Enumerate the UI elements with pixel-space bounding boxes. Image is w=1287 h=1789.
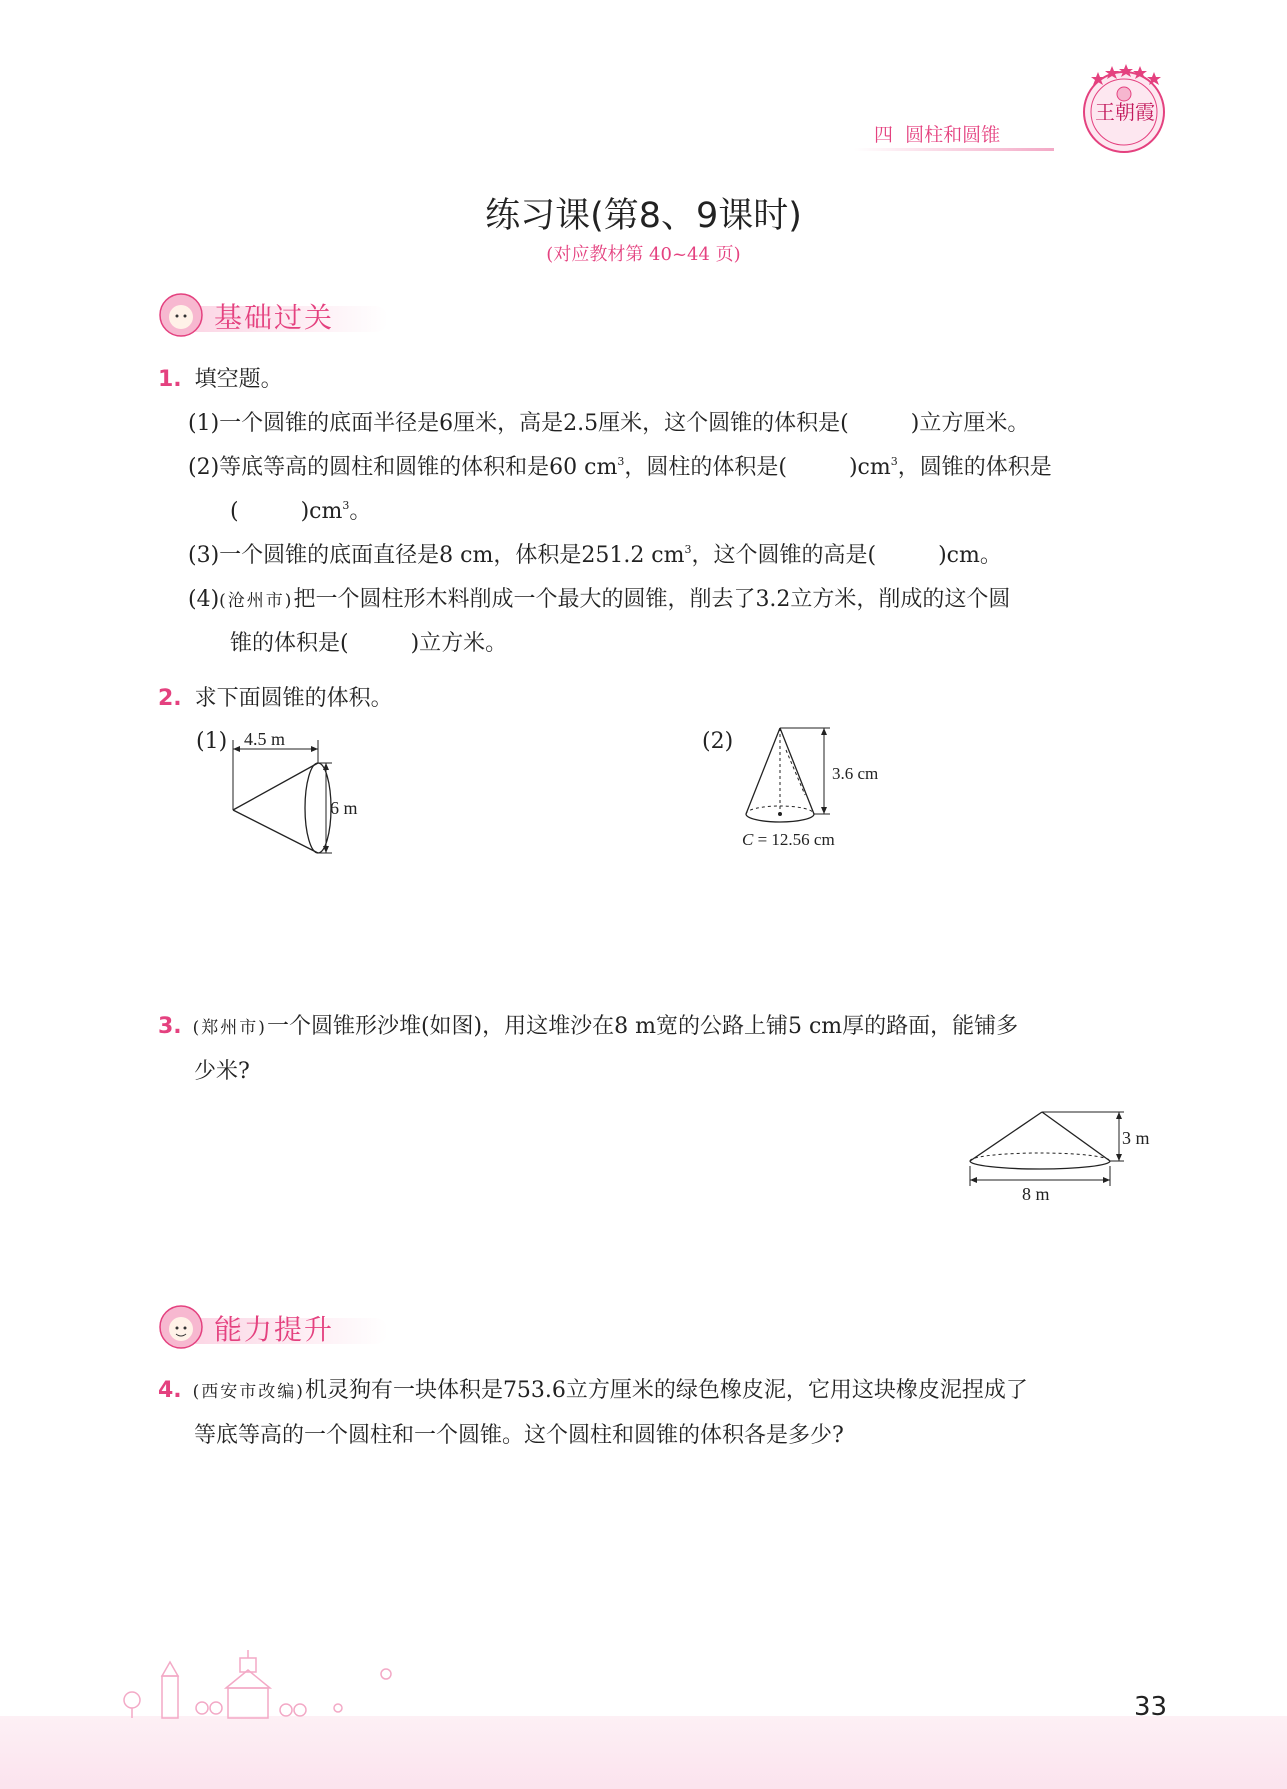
q2-stem-text: 求下面圆锥的体积。 bbox=[194, 686, 393, 711]
chapter-label: 四 圆柱和圆锥 bbox=[874, 124, 1001, 146]
q2-cone2-figure bbox=[740, 720, 840, 825]
q4-text1: 机灵狗有一块体积是753.6立方厘米的绿色橡皮泥，它用这块橡皮泥捏成了 bbox=[304, 1378, 1028, 1403]
q1-part2-f: )cm bbox=[300, 499, 343, 524]
q3-text1: 一个圆锥形沙堆(如图)，用这堆沙在8 m宽的公路上铺5 cm厚的路面，能铺多 bbox=[266, 1014, 1019, 1039]
q3-number: 3. bbox=[158, 1014, 182, 1039]
section-advanced bbox=[158, 1304, 388, 1352]
q1-part3 bbox=[188, 541, 1002, 571]
circumference-value: = 12.56 cm bbox=[757, 830, 835, 849]
q3-line2: 少米? bbox=[194, 1059, 250, 1084]
q1-part2-g: 。 bbox=[349, 499, 372, 524]
q1-part4-c: 锥的体积是( bbox=[230, 631, 349, 656]
q1-part3-b: ，这个圆锥的高是( bbox=[691, 543, 877, 568]
section-basic bbox=[158, 292, 388, 340]
q1-part1-b: )立方厘米。 bbox=[910, 411, 1030, 436]
section-advanced-title: 能力提升 bbox=[214, 1313, 335, 1346]
q2-cone2-height-label: 3.6 cm bbox=[832, 764, 879, 783]
section-basic-title: 基础过关 bbox=[214, 301, 335, 334]
q3-diam-label: 8 m bbox=[1022, 1184, 1050, 1204]
q1-stem-text: 填空题。 bbox=[194, 367, 283, 392]
logo-text: 王朝霞 bbox=[1095, 100, 1155, 124]
q1-part1 bbox=[188, 409, 1029, 439]
q2-cone2-circumference bbox=[742, 830, 835, 850]
q4-city: (西安市改编) bbox=[192, 1382, 305, 1402]
q2-part1-label: (1) bbox=[196, 729, 228, 754]
q1-part2-e: ( bbox=[230, 499, 239, 524]
q1-part4 bbox=[188, 585, 1010, 616]
q1-part2 bbox=[188, 453, 1052, 483]
page-subtitle: (对应教材第 40~44 页) bbox=[546, 244, 741, 265]
q4-line2: 等底等高的一个圆柱和一个圆锥。这个圆柱和圆锥的体积各是多少? bbox=[194, 1423, 844, 1448]
q3-city: (郑州市) bbox=[192, 1018, 267, 1038]
sup-3: 3 bbox=[617, 455, 625, 468]
q2-stem bbox=[158, 684, 393, 714]
q2-cone1-height-label: 4.5 m bbox=[244, 729, 286, 749]
footer-town-decoration bbox=[118, 1648, 418, 1720]
q1-part2-b: ，圆柱的体积是( bbox=[624, 455, 787, 480]
q1-part4-d: )立方米。 bbox=[410, 631, 508, 656]
sup-3: 3 bbox=[890, 455, 898, 468]
page-number: 33 bbox=[1134, 1692, 1168, 1722]
girl-icon bbox=[158, 292, 204, 338]
q1-part4-cont bbox=[230, 629, 507, 659]
q1-part3-c: )cm。 bbox=[938, 543, 1002, 568]
circumference-symbol: C bbox=[742, 830, 754, 849]
q1-part4-b: 把一个圆柱形木料削成一个最大的圆锥，削去了3.2立方米，削成的这个圆 bbox=[293, 587, 1011, 612]
q1-stem bbox=[158, 365, 283, 395]
q2-part2-label: (2) bbox=[702, 729, 734, 754]
q1-part2-d: ，圆锥的体积是 bbox=[897, 455, 1052, 480]
q3-height-label: 3 m bbox=[1122, 1128, 1150, 1148]
sup-3: 3 bbox=[684, 543, 692, 556]
q1-part2-a: (2)等底等高的圆柱和圆锥的体积和是60 cm bbox=[188, 455, 618, 480]
q4-line1 bbox=[158, 1376, 1158, 1407]
q1-part2-cont bbox=[230, 497, 371, 527]
q1-part4-a: (4) bbox=[188, 587, 220, 612]
chapter-underline bbox=[854, 148, 1054, 151]
q2-cone1-diam-label: 6 m bbox=[330, 798, 358, 818]
footer-band bbox=[0, 1716, 1287, 1789]
q3-line1 bbox=[158, 1012, 1158, 1043]
q1-part4-city: (沧州市) bbox=[219, 591, 294, 611]
sup-3: 3 bbox=[342, 499, 350, 512]
q1-part1-a: (1)一个圆锥的底面半径是6厘米，高是2.5厘米，这个圆锥的体积是( bbox=[188, 411, 849, 436]
q3-sandpile-figure bbox=[962, 1106, 1142, 1202]
q4 bbox=[158, 1376, 1158, 1451]
q1-number: 1. bbox=[158, 367, 182, 392]
q4-number: 4. bbox=[158, 1378, 182, 1403]
q2-number: 2. bbox=[158, 686, 182, 711]
q1-part2-c: )cm bbox=[848, 455, 891, 480]
page-title: 练习课(第8、9课时) bbox=[485, 196, 802, 236]
q1-part3-a: (3)一个圆锥的底面直径是8 cm，体积是251.2 cm bbox=[188, 543, 685, 568]
boy-icon bbox=[158, 1304, 204, 1350]
q3 bbox=[158, 1012, 1158, 1087]
